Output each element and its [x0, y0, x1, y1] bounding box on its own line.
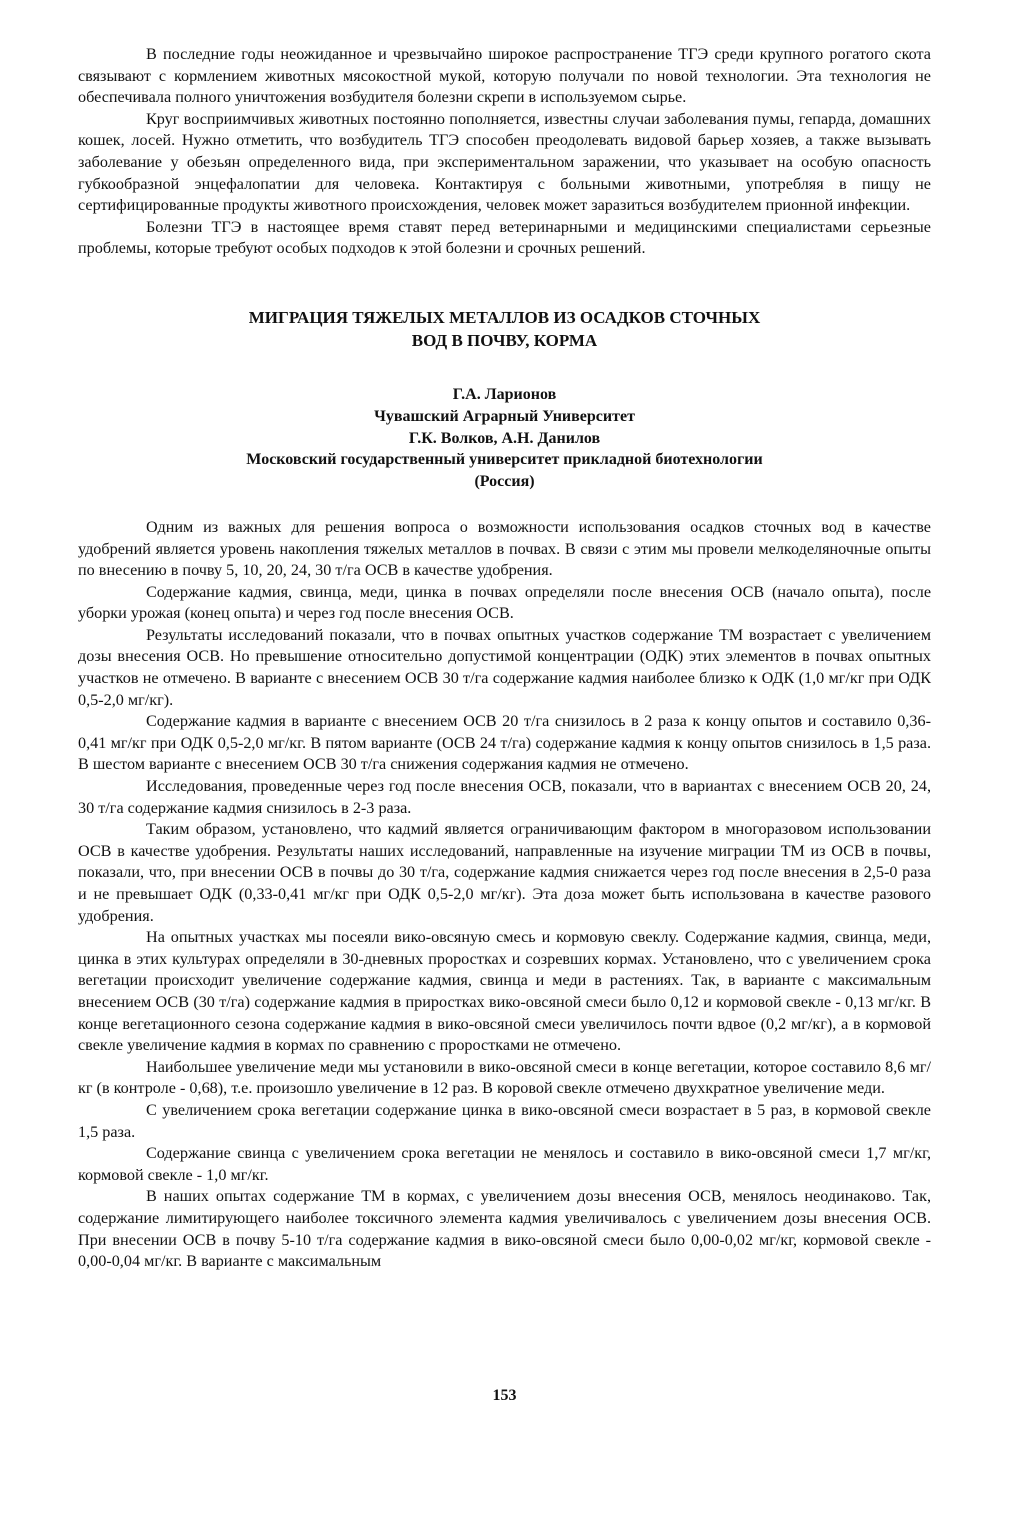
- body-paragraph-9: С увеличением срока вегетации содержание цинка в вико-овсяной смеси возрастает в 5 раз, в кормовой свекле 1,5 раза.: [78, 1100, 931, 1141]
- article-title-line-1: МИГРАЦИЯ ТЯЖЕЛЫХ МЕТАЛЛОВ ИЗ ОСАДКОВ СТОЧНЫХ: [248, 307, 761, 327]
- article-authors: [78, 384, 931, 493]
- body-paragraph-10: Содержание свинца с увеличением срока вегетации не менялось и составило в вико-овсяной смеси 1,7 мг/кг, кормовой свекле - 1,0 мг/кг.: [78, 1144, 931, 1184]
- author-name-1: Г.А. Ларионов: [452, 385, 557, 403]
- body-paragraph-3: Результаты исследований показали, что в почвах опытных участков содержание ТМ возрастает с увеличением дозы внесения ОСВ. Но превышение относительно допустимой концентрации (ОДК) этих элементов в почвах опытных участков не отмечено. В варианте с внесением ОСВ 30 т/га содержание кадмия наиболее близко к ОДК (1,0 мг/кг при ОДК 0,5-2,0 мг/кг).: [78, 625, 931, 709]
- author-names-2: Г.К. Волков, А.Н. Данилов: [408, 429, 601, 447]
- body-paragraph-8: Наибольшее увеличение меди мы установили в вико-овсяной смеси в конце вегетации, которое составило 8,6 мг/кг (в контроле - 0,68), т.е. произошло увеличение в 12 раз. В коровой свекле отмечено двухкратное увеличение меди.: [78, 1057, 931, 1098]
- body-paragraph-11: В наших опытах содержание ТМ в кормах, с увеличением дозы внесения ОСВ, менялось неодинаково. Так, содержание лимитирующего наиболее токсичного элемента кадмия увеличивалось с увеличением дозы внесения ОСВ. При внесении ОСВ в почву 5-10 т/га содержание кадмия в вико-овсяной смеси было 0,00-0,02 мг/кг, кормовой свекле - 0,00-0,04 мг/кг. В варианте с максимальным: [78, 1187, 931, 1271]
- body-paragraph-4: Содержание кадмия в варианте с внесением ОСВ 20 т/га снизилось в 2 раза к концу опытов и составило 0,36-0,41 мг/кг при ОДК 0,5-2,0 мг/кг. В пятом варианте (ОСВ 24 т/га) содержание кадмия к концу опытов снизилось в 1,5 раза. В шестом варианте с внесением ОСВ 30 т/га снижения содержания кадмия не отмечено.: [78, 712, 931, 774]
- article-title: [78, 306, 931, 352]
- intro-paragraph-3: Болезни ТГЭ в настоящее время ставят перед ветеринарными и медицинскими специалистами серьезные проблемы, которые требуют особых подходов к этой болезни и срочных решений.: [78, 217, 931, 258]
- author-affiliation-2: Московский государственный университет прикладной биотехнологии: [246, 451, 763, 469]
- body-paragraph-1: Одним из важных для решения вопроса о возможности использования осадков сточных вод в качестве удобрений является уровень накопления тяжелых металлов в почвах. В связи с этим мы провели мелкоделяночные опыты по внесению в почву 5, 10, 20, 24, 30 т/га ОСВ в качестве удобрения.: [78, 517, 931, 580]
- page-number: 153: [492, 1387, 517, 1404]
- page-body: [78, 44, 931, 1273]
- author-country: (Россия): [474, 473, 535, 491]
- intro-paragraph-1: В последние годы неожиданное и чрезвычайно широкое распространение ТГЭ среди крупного рогатого скота связывают с кормлением животных мясокостной мукой, которую получали по новой технологии. Эта технология не обеспечивала полного уничтожения возбудителя болезни скрепи в используемом сырье.: [78, 45, 931, 107]
- author-affiliation-1: Чувашский Аграрный Университет: [374, 407, 635, 425]
- article-title-line-2: ВОД В ПОЧВУ, КОРМА: [411, 330, 598, 350]
- body-paragraph-5: Исследования, проведенные через год после внесения ОСВ, показали, что в вариантах с внесением ОСВ 20, 24, 30 т/га содержание кадмия снизилось в 2-3 раза.: [78, 777, 931, 817]
- body-paragraph-7: На опытных участках мы посеяли вико-овсяную смесь и кормовую свеклу. Содержание кадмия, свинца, меди, цинка в этих культурах определяли в 30-дневных проростках и созревших кормах. Установлено, что с увеличением срока вегетации происходит увеличение содержание кадмия, свинца и меди в растениях. Так, в варианте с максимальным внесением ОСВ (30 т/га) содержание кадмия в приростках вико-овсяной смеси было 0,12 и кормовой свекле - 0,13 мг/кг. В конце вегетационного сезона содержание кадмия в вико-овсяной смеси увеличилось почти вдвое (0,2 мг/кг), а в кормовой свекле увеличение кадмия в кормах по сравнению с проростками не отмечено.: [78, 928, 931, 1055]
- intro-paragraph-2: Круг восприимчивых животных постоянно пополняется, известны случаи заболевания пумы, гепарда, домашних кошек, лосей. Нужно отметить, что возбудитель ТГЭ способен преодолевать видовой барьер хозяев, а также вызывать заболевание у обезьян определенного вида, при экспериментальном заражении, что указывает на особую опасность губкообразной энцефалопатии для человека. Контактируя с больными животными, употребляя в пищу не сертифицированные продукты животного происхождения, человек может заразиться возбудителем прионной инфекции.: [78, 109, 931, 215]
- body-paragraph-6: Таким образом, установлено, что кадмий является ограничивающим фактором в многоразовом использовании ОСВ в качестве удобрения. Результаты наших исследований, направленные на изучение миграции ТМ из ОСВ в почвы, показали, что, при внесении ОСВ в почвы до 30 т/га, содержание кадмия снижается через год после внесения в 2,5-0 раза и не превышает ОДК (0,33-0,41 мг/кг при ОДК 0,5-2,0 мг/кг). Эта доза может быть использована в качестве разового удобрения.: [78, 820, 931, 925]
- body-paragraph-2: Содержание кадмия, свинца, меди, цинка в почвах определяли после внесения ОСВ (начало опыта), после уборки урожая (конец опыта) и через год после внесения ОСВ.: [78, 582, 931, 623]
